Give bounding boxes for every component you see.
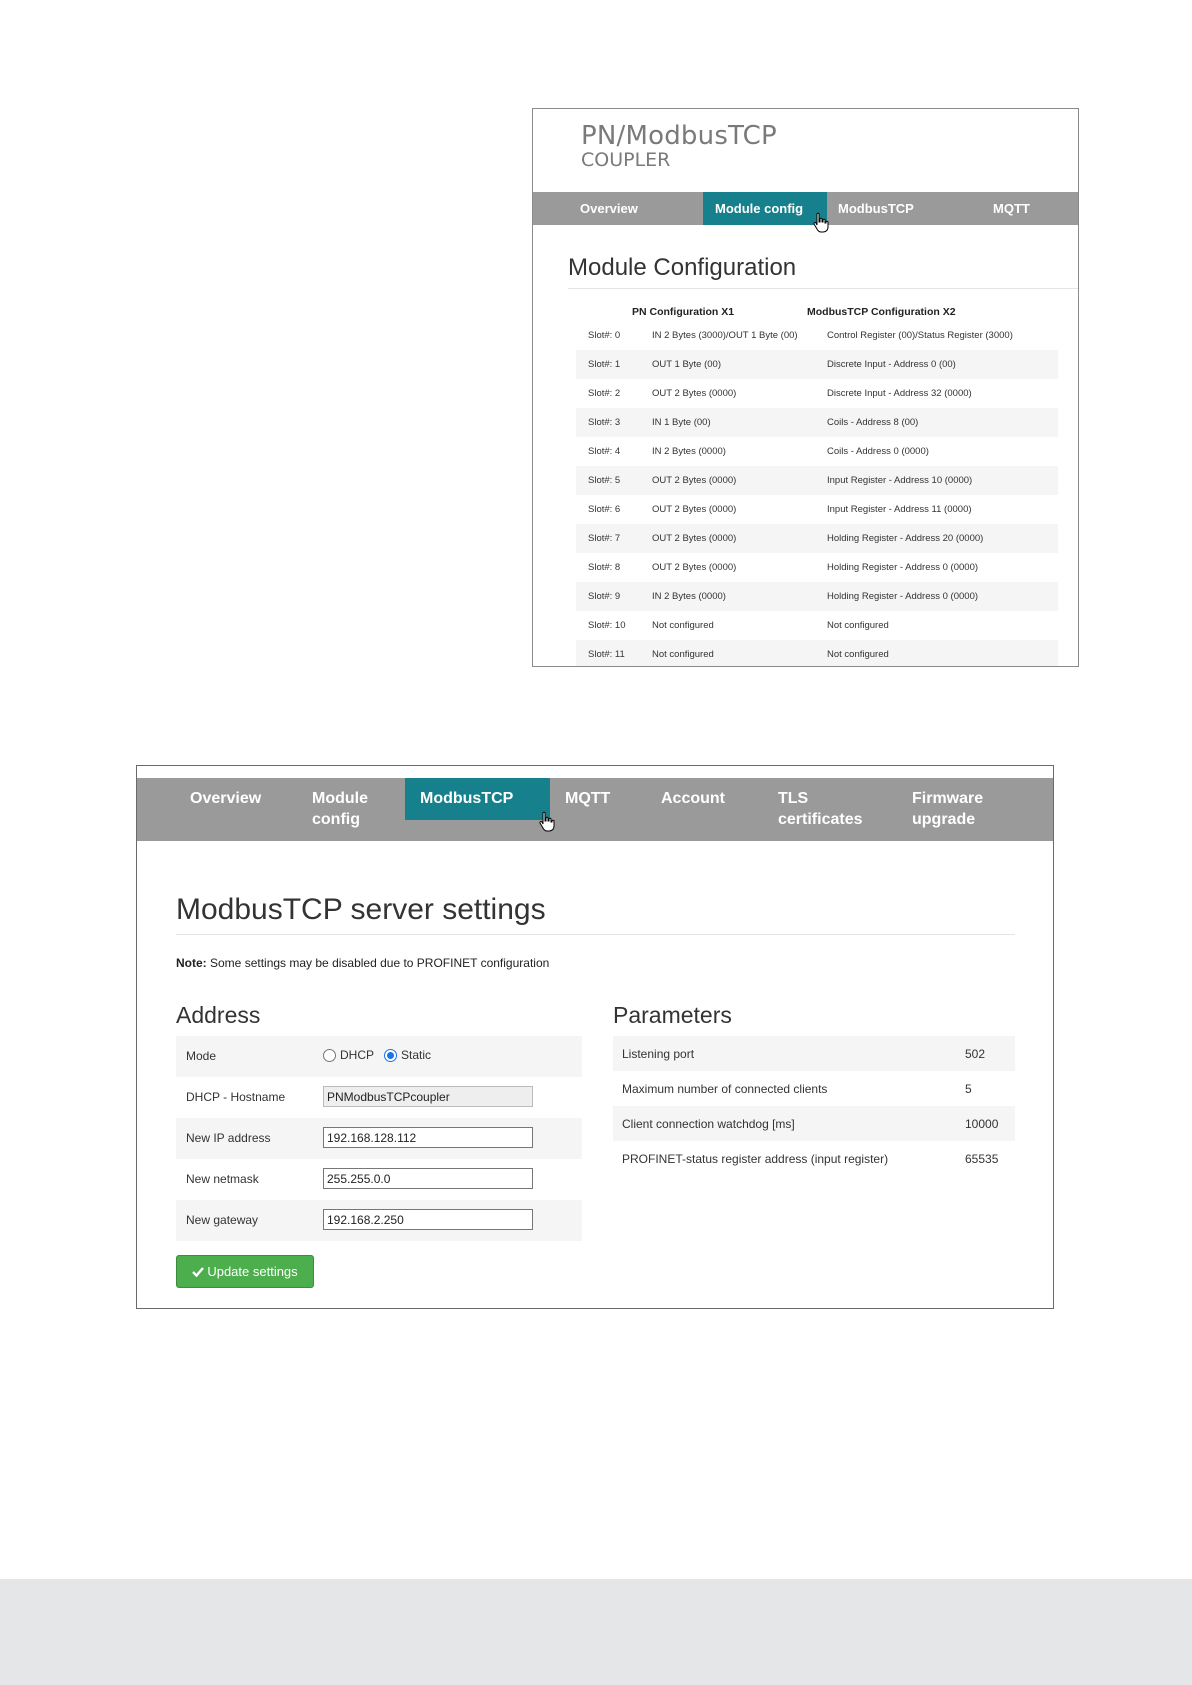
table-row [576,350,1058,379]
address-row-gateway [176,1200,582,1241]
modbus-settings-screenshot [136,765,1054,1309]
table-row [613,1141,1015,1176]
modbus-config-cell: Holding Register - Address 20 (0000) [827,533,984,544]
table-row [613,1036,1015,1071]
modbus-config-cell: Input Register - Address 10 (0000) [827,475,973,486]
parameter-label: Maximum number of connected clients [622,1082,828,1096]
table-row [576,408,1058,437]
pn-config-cell: OUT 2 Bytes (0000) [652,504,737,515]
nav-tab-tls-certificates[interactable]: TLS certificates [778,790,863,828]
parameter-label: PROFINET-status register address (input register) [622,1152,889,1166]
hand-cursor-icon [813,212,829,234]
pn-config-cell: IN 2 Bytes (0000) [652,591,726,602]
pn-config-cell: Not configured [652,620,714,631]
update-settings-button[interactable] [176,1255,314,1288]
parameter-value: 502 [965,1047,986,1061]
column-header-pn: PN Configuration X1 [632,306,735,318]
modbus-config-cell: Holding Register - Address 0 (0000) [827,591,979,602]
pn-config-cell: Not configured [652,649,714,660]
slot-cell: Slot#: 11 [588,649,625,660]
modbus-config-cell: Not configured [827,620,889,631]
slot-cell: Slot#: 3 [588,417,621,428]
module-config-table [576,321,1058,667]
gateway-field[interactable] [323,1209,533,1230]
nav-tab-mqtt[interactable]: MQTT [993,201,1030,216]
pn-config-cell: IN 2 Bytes (0000) [652,446,726,457]
update-settings-label: Update settings [207,1264,298,1279]
static-radio[interactable] [384,1049,397,1062]
netmask-label: New netmask [186,1172,259,1186]
table-row [576,437,1058,466]
address-row-hostname [176,1077,582,1118]
mode-radio-group [323,1045,439,1062]
table-row [576,582,1058,611]
hostname-label: DHCP - Hostname [186,1090,286,1104]
table-row [576,379,1058,408]
hand-cursor-icon [539,811,555,833]
table-row [576,321,1058,350]
title-divider [568,288,1079,289]
ip-address-label: New IP address [186,1131,271,1145]
main-nav [533,192,1078,225]
brand-subtitle: COUPLER [581,149,671,171]
modbus-config-cell: Coils - Address 8 (00) [827,417,919,428]
nav-tab-module-config[interactable]: Module config [312,790,368,828]
main-nav [137,778,1053,841]
slot-cell: Slot#: 0 [588,330,621,341]
brand-title: PN/ModbusTCP [581,121,777,151]
dhcp-radio-label: DHCP [340,1048,375,1062]
table-row [576,466,1058,495]
table-row [576,524,1058,553]
table-row [613,1071,1015,1106]
title-divider [176,934,1015,935]
pn-config-cell: OUT 2 Bytes (0000) [652,388,737,399]
slot-cell: Slot#: 6 [588,504,621,515]
pn-config-cell: OUT 2 Bytes (0000) [652,562,737,573]
parameters-heading: Parameters [613,1002,732,1028]
parameter-value: 65535 [965,1152,999,1166]
slot-cell: Slot#: 4 [588,446,621,457]
column-header-modbus: ModbusTCP Configuration X2 [807,306,956,318]
address-row-mode [176,1036,582,1077]
ip-address-field[interactable] [323,1127,533,1148]
nav-tab-firmware-upgrade[interactable]: Firmware upgrade [912,790,984,828]
modbus-config-cell: Coils - Address 0 (0000) [827,446,929,457]
parameter-value: 5 [965,1082,972,1096]
parameter-label: Listening port [622,1047,695,1061]
table-row [576,553,1058,582]
slot-cell: Slot#: 10 [588,620,626,631]
nav-tab-overview[interactable]: Overview [190,790,262,807]
slot-cell: Slot#: 2 [588,388,621,399]
checkmark-icon [192,1266,204,1277]
nav-tab-module-config[interactable]: Module config [703,192,827,225]
note-label: Note: [176,956,207,970]
modbus-config-cell: Holding Register - Address 0 (0000) [827,562,979,573]
netmask-field[interactable] [323,1168,533,1189]
modbus-config-cell: Not configured [827,649,889,660]
dhcp-radio[interactable] [323,1049,336,1062]
pn-config-cell: OUT 2 Bytes (0000) [652,533,737,544]
slot-cell: Slot#: 8 [588,562,621,573]
parameter-value: 10000 [965,1117,999,1131]
static-radio-label: Static [401,1048,432,1062]
hostname-field[interactable] [323,1086,533,1107]
table-row [576,495,1058,524]
address-heading: Address [176,1002,261,1028]
slot-cell: Slot#: 9 [588,591,621,602]
pn-config-cell: OUT 1 Byte (00) [652,359,721,370]
table-row [576,640,1058,667]
mode-label: Mode [186,1049,217,1063]
modbus-config-cell: Discrete Input - Address 0 (00) [827,359,956,370]
nav-tab-overview[interactable]: Overview [580,201,638,216]
address-table [176,1036,582,1241]
slot-cell: Slot#: 1 [588,359,621,370]
pn-config-cell: OUT 2 Bytes (0000) [652,475,737,486]
parameter-label: Client connection watchdog [ms] [622,1117,795,1131]
nav-tab-modbustcp[interactable]: ModbusTCP [405,778,550,820]
page-title: Module Configuration [568,254,797,281]
note-text: Some settings may be disabled due to PROFINET configuration [206,956,550,970]
pn-config-cell: IN 1 Byte (00) [652,417,711,428]
pn-config-cell: IN 2 Bytes (3000)/OUT 1 Byte (00) [652,330,798,341]
parameters-table [613,1036,1015,1176]
modbus-config-cell: Discrete Input - Address 32 (0000) [827,388,972,399]
configuration-note [176,956,549,970]
brand-logo [581,119,777,170]
footer-band [0,1579,1192,1685]
slot-cell: Slot#: 5 [588,475,621,486]
address-row-ip [176,1118,582,1159]
nav-tab-modbustcp[interactable]: ModbusTCP [838,201,914,216]
slot-cell: Slot#: 7 [588,533,621,544]
nav-tab-mqtt[interactable]: MQTT [565,790,611,807]
table-row [613,1106,1015,1141]
module-config-screenshot [532,108,1079,667]
table-row [576,611,1058,640]
page-title: ModbusTCP server settings [176,893,546,926]
nav-tab-account[interactable]: Account [661,790,725,807]
address-row-netmask [176,1159,582,1200]
gateway-label: New gateway [186,1213,259,1227]
modbus-config-cell: Control Register (00)/Status Register (3000) [827,330,1013,341]
modbus-config-cell: Input Register - Address 11 (0000) [827,504,972,515]
